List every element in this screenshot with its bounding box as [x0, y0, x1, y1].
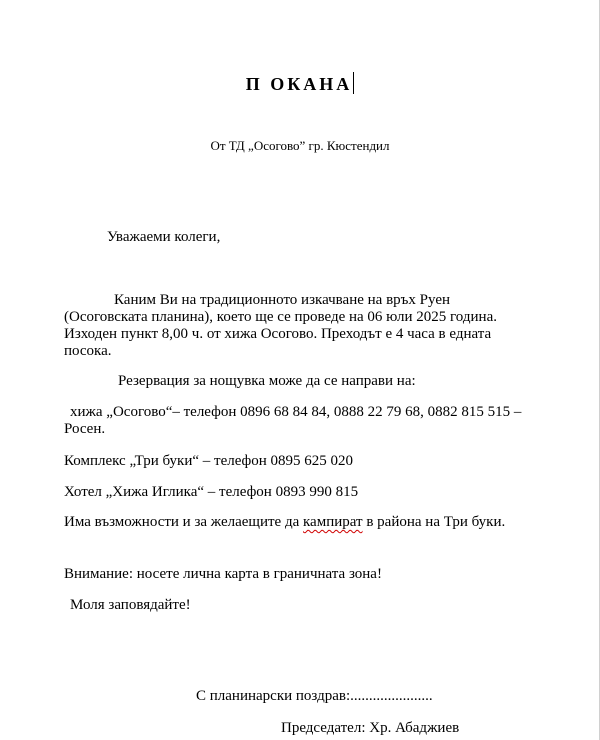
camping-text-before: Има възможности и за желаещите да [64, 514, 303, 530]
signature-line: Председател: Хр. Абаджиев [281, 720, 460, 736]
spellcheck-flagged-word[interactable]: кампират [303, 514, 363, 530]
camping-text-after: в района на Три буки. [362, 514, 506, 530]
closing-line: С планинарски поздрав:...................... [196, 688, 433, 704]
notice-paragraph: Внимание: носете лична карта в граничната зона! [64, 566, 382, 582]
hotel-hizha-iglika-contact: Хотел „Хижа Иглика“ – телефон 0893 990 815 [64, 484, 359, 500]
reservation-intro: Резервация за нощувка може да се направи на: [118, 373, 416, 389]
invitation-paragraph: Каним Ви на традиционното изкачване на връх Руен (Осоговската планина), което ще се проведе на 06 юли 2025 година. Изходен пункт 8,00 ч. от хижа Осогово. Преходът е 4 часа в едната посока. [64, 292, 497, 359]
sender-line: От ТД „Осогово” гр. Кюстендил [210, 138, 390, 153]
welcome-line: Моля заповядайте! [70, 597, 191, 613]
greeting: Уважаеми колеги, [107, 229, 221, 245]
hut-osogovo-contact: хижа „Осогово“– телефон 0896 68 84 84, 0888 22 79 68, 0882 815 515 – Росен. [64, 404, 522, 437]
complex-tri-buki-contact: Комплекс „Три буки“ – телефон 0895 625 020 [64, 453, 354, 469]
document-title: П ОКАНА [245, 74, 353, 94]
camping-paragraph [64, 514, 534, 531]
text-cursor [353, 72, 354, 94]
